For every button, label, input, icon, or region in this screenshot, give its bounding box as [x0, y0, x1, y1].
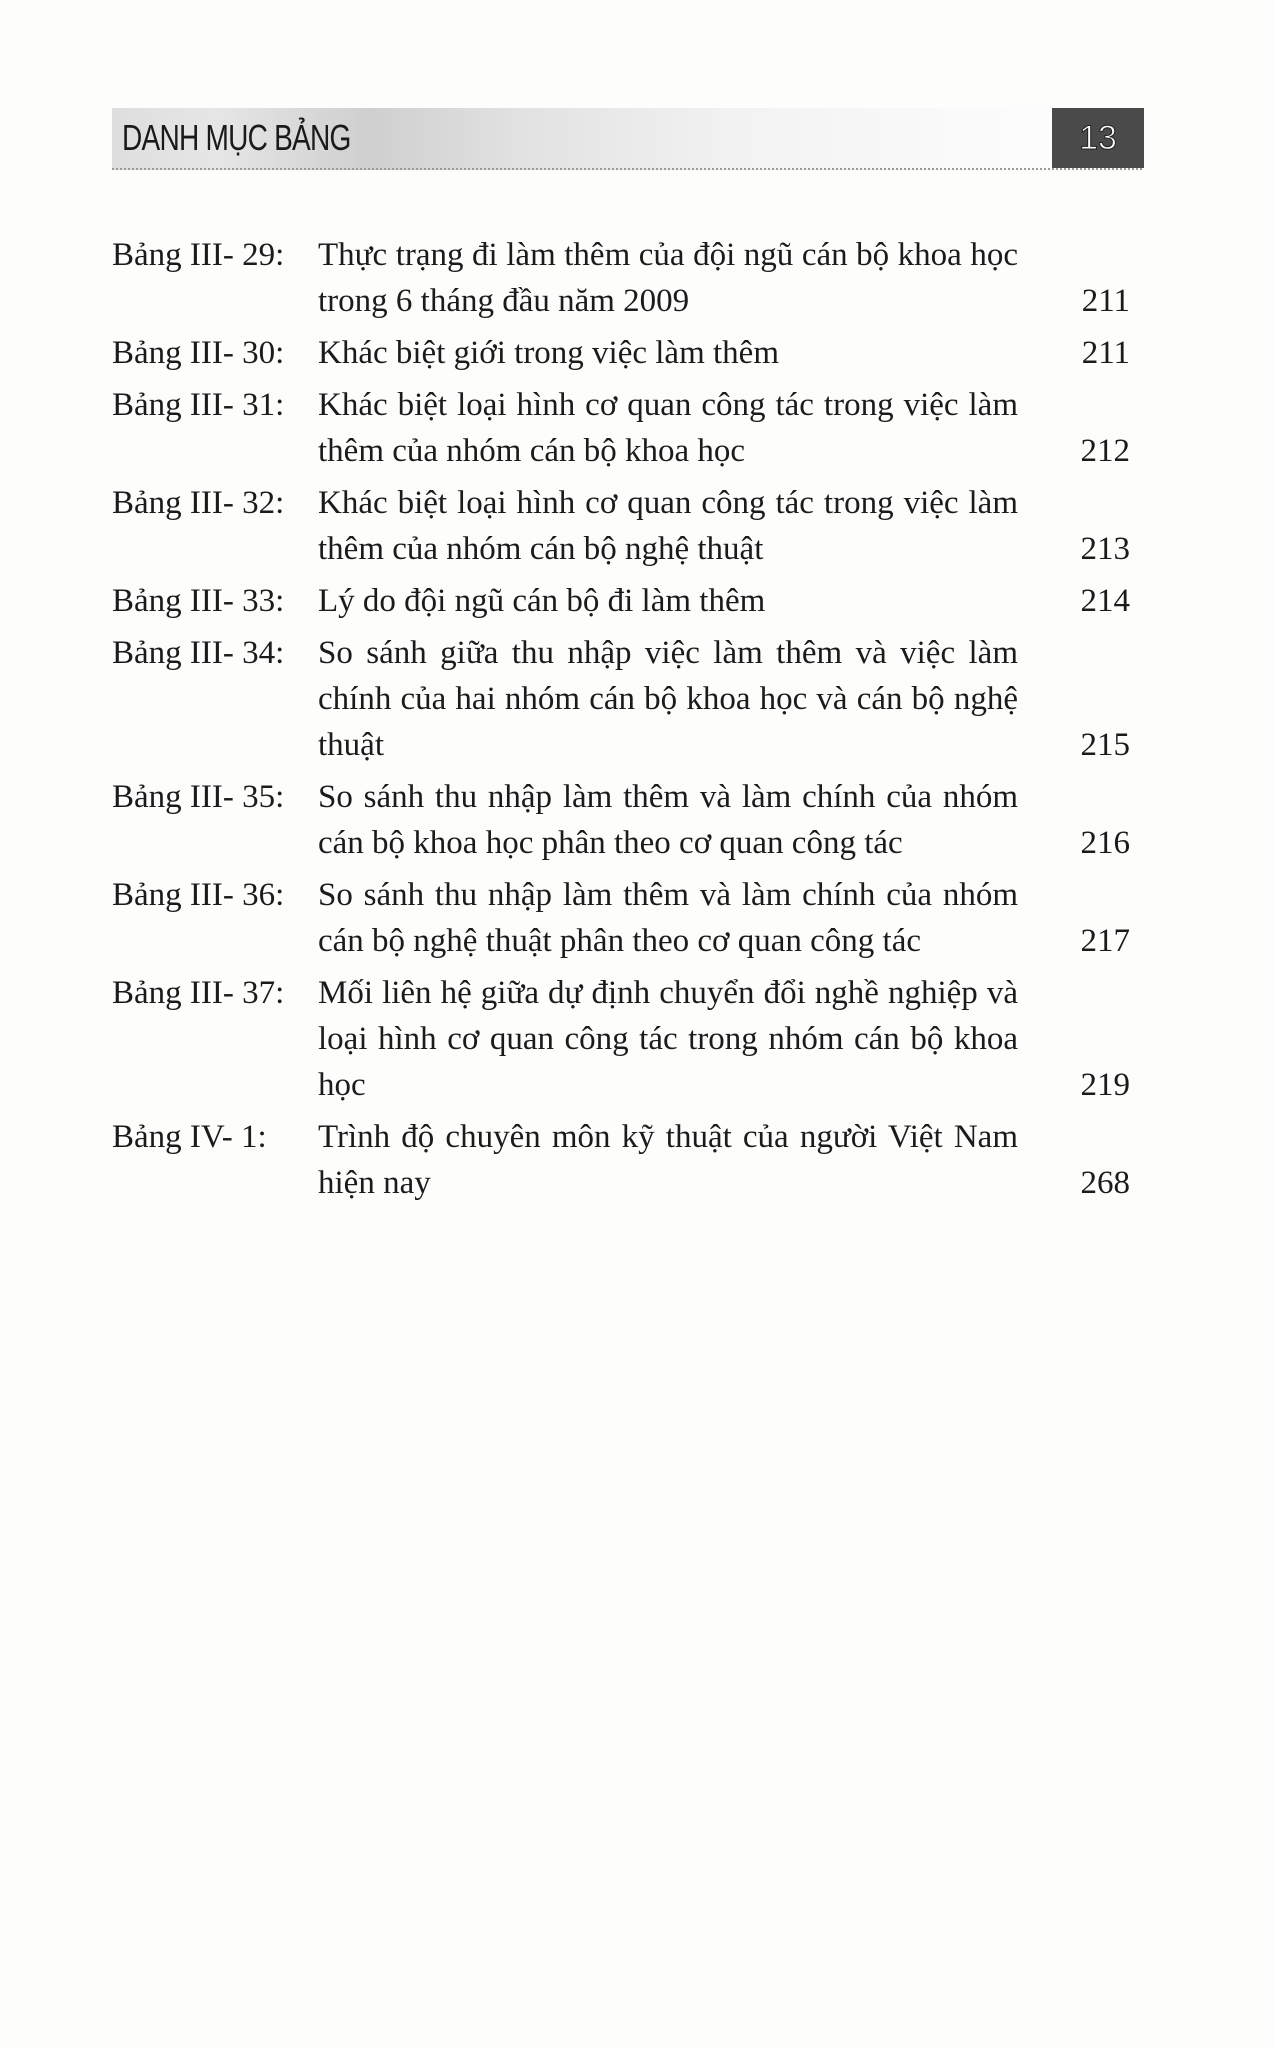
list-item [0, 578, 1274, 624]
table-page-number: 268 [1080, 1165, 1130, 1201]
table-label: Bảng III- 37: [112, 975, 285, 1011]
table-title: Khác biệt loại hình cơ quan công tác trong việc làm thêm của nhóm cán bộ khoa học [318, 387, 1018, 469]
list-item [0, 382, 1274, 474]
table-label: Bảng III- 34: [112, 635, 285, 671]
table-title: So sánh thu nhập làm thêm và làm chính của nhóm cán bộ nghệ thuật phân theo cơ quan công tác [318, 877, 1018, 959]
table-page-number: 217 [1080, 923, 1130, 959]
table-title: Trình độ chuyên môn kỹ thuật của người Việt Nam hiện nay [318, 1119, 1018, 1201]
list-item [0, 872, 1274, 964]
running-header-title: DANH MỤC BẢNG [122, 117, 351, 158]
table-title: Khác biệt loại hình cơ quan công tác trong việc làm thêm của nhóm cán bộ nghệ thuật [318, 485, 1018, 567]
table-list [0, 232, 1274, 1212]
table-title: Mối liên hệ giữa dự định chuyển đổi nghề nghiệp và loại hình cơ quan công tác trong nhóm cán bộ khoa học [318, 975, 1018, 1103]
table-title: So sánh thu nhập làm thêm và làm chính của nhóm cán bộ khoa học phân theo cơ quan công tác [318, 779, 1018, 861]
page-number-badge: 13 [1052, 108, 1144, 168]
table-label: Bảng III- 31: [112, 387, 285, 423]
table-title: Thực trạng đi làm thêm của đội ngũ cán bộ khoa học trong 6 tháng đầu năm 2009 [318, 237, 1018, 319]
table-page-number: 216 [1080, 825, 1130, 861]
table-label: Bảng III- 29: [112, 237, 285, 273]
table-page-number: 211 [1081, 283, 1130, 319]
table-page-number: 212 [1080, 433, 1130, 469]
table-label: Bảng III- 35: [112, 779, 285, 815]
table-label: Bảng III- 36: [112, 877, 285, 913]
list-item [0, 1114, 1274, 1206]
table-title: So sánh giữa thu nhập việc làm thêm và việc làm chính của hai nhóm cán bộ khoa học và cán bộ nghệ thuật [318, 635, 1018, 763]
table-label: Bảng III- 30: [112, 335, 285, 371]
table-title: Khác biệt giới trong việc làm thêm [318, 335, 779, 371]
table-label: Bảng III- 33: [112, 583, 285, 619]
table-page-number: 213 [1080, 531, 1130, 567]
table-label: Bảng IV- 1: [112, 1119, 267, 1155]
table-page-number: 219 [1080, 1067, 1130, 1103]
table-page-number: 211 [1081, 335, 1130, 371]
list-item [0, 480, 1274, 572]
list-item [0, 232, 1274, 324]
table-title: Lý do đội ngũ cán bộ đi làm thêm [318, 583, 766, 619]
table-page-number: 215 [1080, 727, 1130, 763]
list-item [0, 630, 1274, 768]
list-item [0, 330, 1274, 376]
table-label: Bảng III- 32: [112, 485, 285, 521]
list-item [0, 774, 1274, 866]
list-item [0, 970, 1274, 1108]
table-page-number: 214 [1080, 583, 1130, 619]
